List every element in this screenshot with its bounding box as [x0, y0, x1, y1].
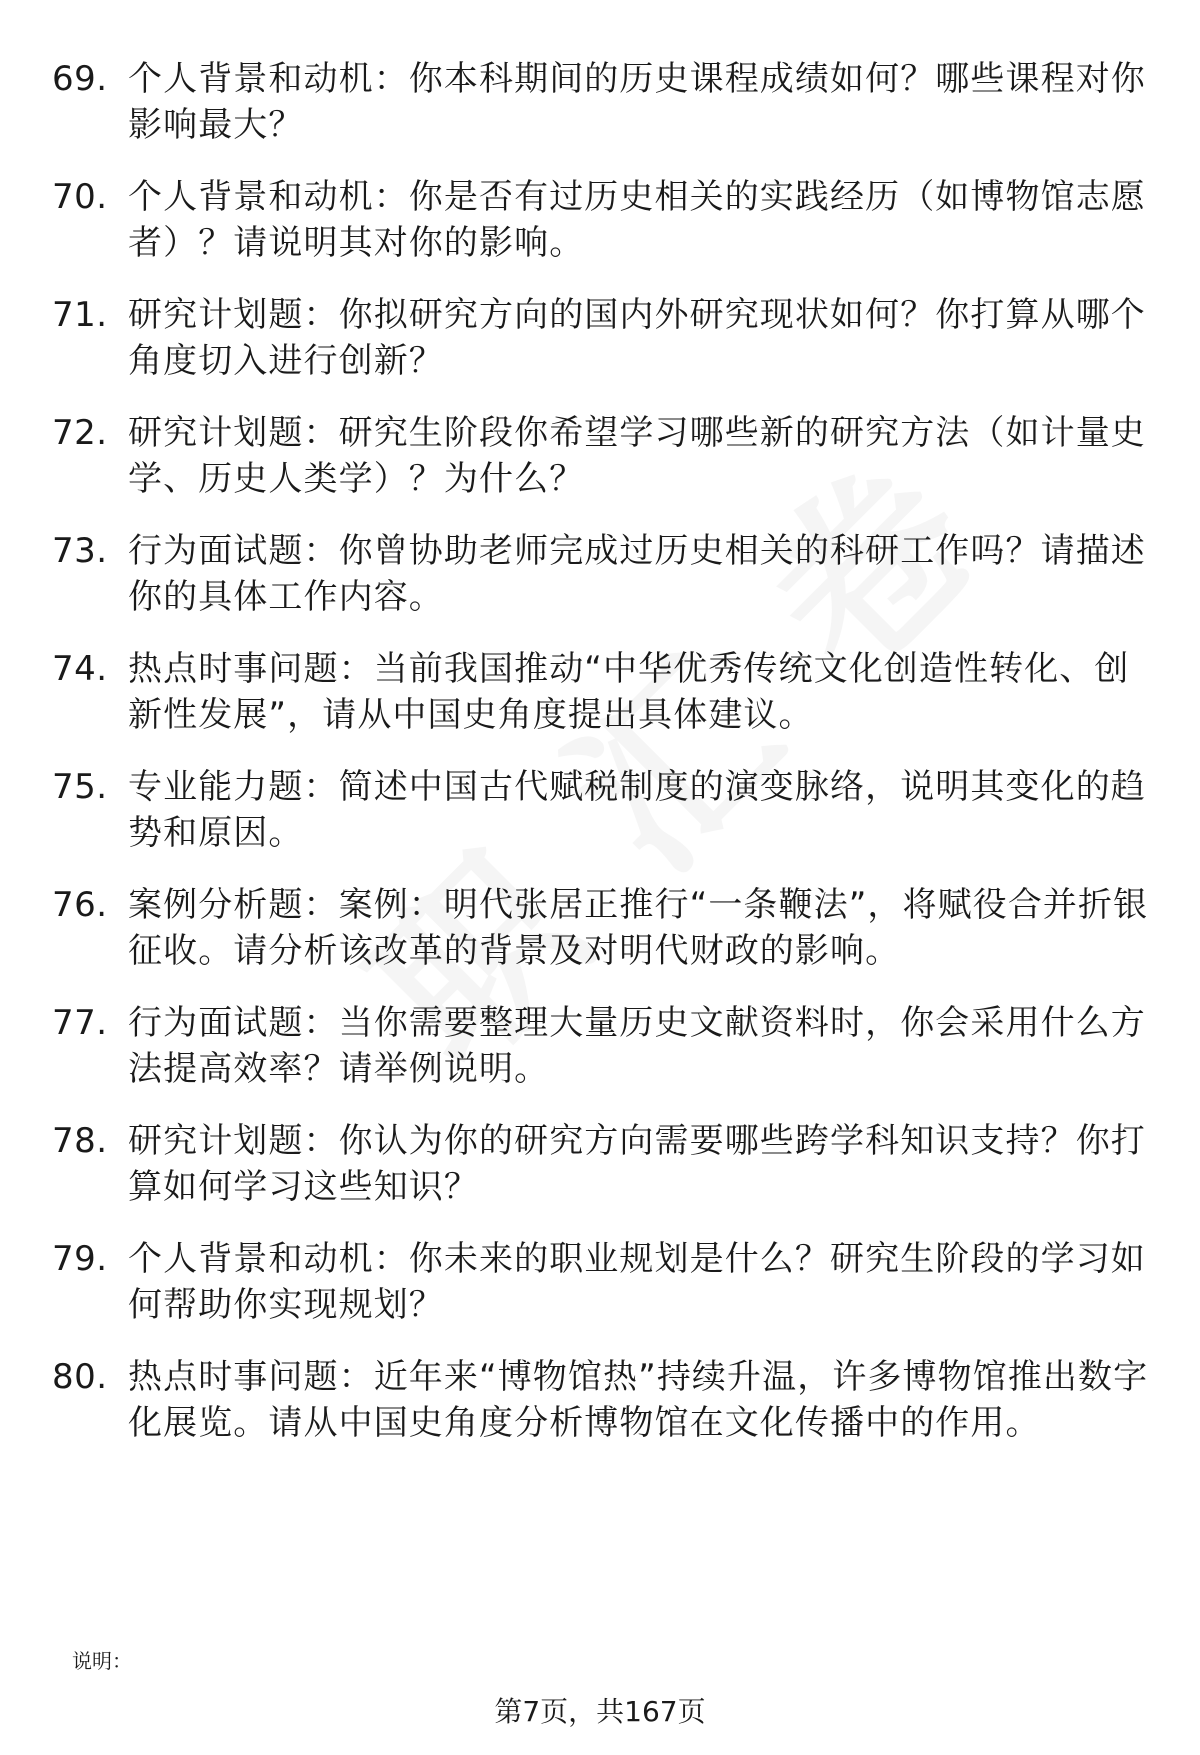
- question-number: 78.: [52, 1121, 108, 1161]
- question-number: 74.: [52, 649, 108, 689]
- question-number: 80.: [52, 1357, 108, 1397]
- question-item: [52, 1000, 1152, 1110]
- question-text: 个人背景和动机：你是否有过历史相关的实践经历（如博物馆志愿者）？请说明其对你的影响。: [128, 177, 1146, 263]
- question-number: 77.: [52, 1003, 108, 1043]
- question-number: 71.: [52, 295, 108, 335]
- question-text: 个人背景和动机：你未来的职业规划是什么？研究生阶段的学习如何帮助你实现规划？: [128, 1239, 1146, 1325]
- note-label: 说明：: [72, 1649, 132, 1673]
- question-item: [52, 56, 1152, 166]
- page-footer: 第7页，共167页: [494, 1695, 706, 1728]
- question-item: [52, 646, 1152, 756]
- question-text: 热点时事问题：当前我国推动“中华优秀传统文化创造性转化、创新性发展”，请从中国史角度提出具体建议。: [128, 649, 1130, 735]
- question-text: 行为面试题：当你需要整理大量历史文献资料时，你会采用什么方法提高效率？请举例说明。: [128, 1003, 1146, 1089]
- question-text: 研究计划题：你拟研究方向的国内外研究现状如何？你打算从哪个角度切入进行创新？: [128, 295, 1146, 381]
- question-number: 70.: [52, 177, 108, 217]
- question-item: [52, 1236, 1152, 1346]
- question-text: 行为面试题：你曾协助老师完成过历史相关的科研工作吗？请描述你的具体工作内容。: [128, 531, 1146, 617]
- question-text: 研究计划题：研究生阶段你希望学习哪些新的研究方法（如计量史学、历史人类学）？为什么？: [128, 413, 1146, 499]
- question-number: 73.: [52, 531, 108, 571]
- question-text: 热点时事问题：近年来“博物馆热”持续升温，许多博物馆推出数字化展览。请从中国史角度分析博物馆在文化传播中的作用。: [128, 1357, 1149, 1443]
- question-item: [52, 1118, 1152, 1228]
- question-item: [52, 882, 1152, 992]
- question-item: [52, 764, 1152, 874]
- question-text: 个人背景和动机：你本科期间的历史课程成绩如何？哪些课程对你影响最大？: [128, 59, 1146, 145]
- question-item: [52, 1354, 1152, 1464]
- question-text: 研究计划题：你认为你的研究方向需要哪些跨学科知识支持？你打算如何学习这些知识？: [128, 1121, 1146, 1207]
- question-text: 案例分析题：案例：明代张居正推行“一条鞭法”，将赋役合并折银征收。请分析该改革的背景及对明代财政的影响。: [128, 885, 1149, 971]
- question-number: 79.: [52, 1239, 108, 1279]
- question-number: 75.: [52, 767, 108, 807]
- question-number: 72.: [52, 413, 108, 453]
- question-number: 69.: [52, 59, 108, 99]
- question-item: [52, 292, 1152, 402]
- question-item: [52, 174, 1152, 284]
- question-text: 专业能力题：简述中国古代赋税制度的演变脉络，说明其变化的趋势和原因。: [128, 767, 1146, 853]
- question-item: [52, 528, 1152, 638]
- question-item: [52, 410, 1152, 520]
- question-number: 76.: [52, 885, 108, 925]
